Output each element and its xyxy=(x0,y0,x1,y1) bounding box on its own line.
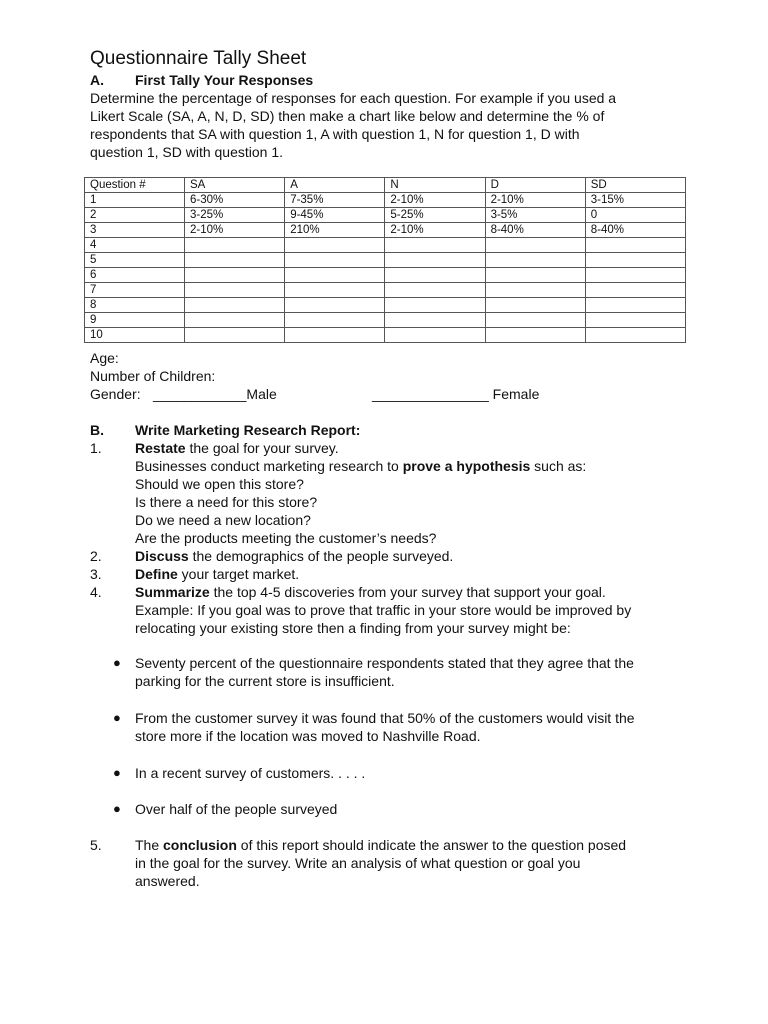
response-cell: 3-5% xyxy=(485,208,585,223)
response-cell xyxy=(185,298,285,313)
item-1-rest: the goal for your survey. xyxy=(185,440,339,456)
response-cell xyxy=(585,268,685,283)
response-cell xyxy=(485,328,585,343)
table-row xyxy=(85,328,686,343)
response-cell: 3-25% xyxy=(185,208,285,223)
response-cell xyxy=(285,313,385,328)
example-question: Do we need a new location? xyxy=(135,512,311,528)
section-a-letter: A. xyxy=(90,72,104,88)
table-row xyxy=(85,193,686,208)
item-4-rest: the top 4-5 discoveries from your survey that support your goal. xyxy=(209,584,606,600)
section-a-text-line: Determine the percentage of responses for each question. For example if you used a xyxy=(90,90,617,106)
response-cell: 2-10% xyxy=(485,193,585,208)
section-a-text-line: question 1, SD with question 1. xyxy=(90,144,284,160)
bullet-dot-icon: ● xyxy=(113,801,121,816)
table-row xyxy=(85,238,686,253)
section-b-heading: Write Marketing Research Report: xyxy=(135,422,361,438)
item-4-example-line: relocating your existing store then a finding from your survey might be: xyxy=(135,620,571,636)
table-header-cell: N xyxy=(385,178,485,193)
table-row xyxy=(85,208,686,223)
response-cell xyxy=(485,253,585,268)
table-header-cell: SA xyxy=(185,178,285,193)
response-cell xyxy=(185,328,285,343)
bullet-text-line: Seventy percent of the questionnaire respondents stated that they agree that the xyxy=(135,655,634,671)
bullet-text-line: Over half of the people surveyed xyxy=(135,801,338,817)
item-3-keyword: Define xyxy=(135,566,178,582)
response-cell xyxy=(385,238,485,253)
item-4-number: 4. xyxy=(90,584,102,600)
table-row xyxy=(85,298,686,313)
item-4-text xyxy=(135,583,606,601)
response-cell xyxy=(485,313,585,328)
item-2-rest: the demographics of the people surveyed. xyxy=(188,548,454,564)
table-header-cell: D xyxy=(485,178,585,193)
response-cell: 2-10% xyxy=(385,223,485,238)
table-row xyxy=(85,313,686,328)
response-cell xyxy=(485,268,585,283)
table-header-row xyxy=(85,178,686,193)
response-cell: 2-10% xyxy=(185,223,285,238)
response-cell xyxy=(585,283,685,298)
response-cell xyxy=(585,298,685,313)
bullet-text-line: From the customer survey it was found that 50% of the customers would visit the xyxy=(135,710,635,726)
bullet-text-line: In a recent survey of customers. . . . . xyxy=(135,765,366,781)
female-blank: _______________ Female xyxy=(372,386,540,402)
question-number-cell: 5 xyxy=(85,253,185,268)
bullet-text-line: store more if the location was moved to Nashville Road. xyxy=(135,728,481,744)
item-1-text xyxy=(135,439,339,457)
question-number-cell: 10 xyxy=(85,328,185,343)
response-cell: 9-45% xyxy=(285,208,385,223)
item-1-hypothesis-line xyxy=(135,457,586,475)
response-cell xyxy=(385,283,485,298)
item-3-number: 3. xyxy=(90,566,102,582)
table-row xyxy=(85,223,686,238)
item-3-text xyxy=(135,565,299,583)
section-b-letter: B. xyxy=(90,422,104,438)
item-3-rest: your target market. xyxy=(177,566,300,582)
question-number-cell: 2 xyxy=(85,208,185,223)
bullet-dot-icon: ● xyxy=(113,710,121,725)
item-5-number: 5. xyxy=(90,837,102,853)
response-cell: 2-10% xyxy=(385,193,485,208)
example-question: Should we open this store? xyxy=(135,476,304,492)
response-cell xyxy=(485,298,585,313)
question-number-cell: 6 xyxy=(85,268,185,283)
example-question: Are the products meeting the customer’s needs? xyxy=(135,530,437,546)
item-5-text-line: in the goal for the survey. Write an analysis of what question or goal you xyxy=(135,855,581,871)
response-cell: 8-40% xyxy=(585,223,685,238)
response-cell xyxy=(285,328,385,343)
item-1-keyword: Restate xyxy=(135,440,186,456)
question-number-cell: 3 xyxy=(85,223,185,238)
response-cell xyxy=(585,328,685,343)
section-a-text-line: Likert Scale (SA, A, N, D, SD) then make a chart like below and determine the % of xyxy=(90,108,605,124)
response-cell xyxy=(385,313,485,328)
question-number-cell: 9 xyxy=(85,313,185,328)
item-5-pre: The xyxy=(135,837,164,853)
response-cell xyxy=(185,268,285,283)
section-a-heading: First Tally Your Responses xyxy=(135,72,314,88)
response-cell xyxy=(285,253,385,268)
bullet-dot-icon: ● xyxy=(113,655,121,670)
question-number-cell: 4 xyxy=(85,238,185,253)
item-1-hypothesis-post: such as: xyxy=(530,458,587,474)
response-cell xyxy=(185,238,285,253)
age-label: Age: xyxy=(90,350,119,366)
response-cell xyxy=(585,253,685,268)
question-number-cell: 8 xyxy=(85,298,185,313)
response-cell xyxy=(385,328,485,343)
response-cell: 8-40% xyxy=(485,223,585,238)
item-4-keyword: Summarize xyxy=(135,584,210,600)
response-cell: 7-35% xyxy=(285,193,385,208)
response-cell xyxy=(585,238,685,253)
response-cell xyxy=(285,298,385,313)
item-1-hypothesis-pre: Businesses conduct marketing research to xyxy=(135,458,403,474)
bullet-text-line: parking for the current store is insufficient. xyxy=(135,673,395,689)
question-number-cell: 7 xyxy=(85,283,185,298)
response-cell: 5-25% xyxy=(385,208,485,223)
section-a-text-line: respondents that SA with question 1, A with question 1, N for question 1, D with xyxy=(90,126,580,142)
bullet-dot-icon: ● xyxy=(113,765,121,780)
page-title: Questionnaire Tally Sheet xyxy=(90,48,307,69)
response-cell xyxy=(185,283,285,298)
item-5-text-line: answered. xyxy=(135,873,200,889)
response-cell xyxy=(485,283,585,298)
response-cell xyxy=(285,238,385,253)
response-cell xyxy=(385,298,485,313)
response-cell: 3-15% xyxy=(585,193,685,208)
item-4-example-line: Example: If you goal was to prove that traffic in your store would be improved by xyxy=(135,602,632,618)
item-1-hypothesis-keyword: prove a hypothesis xyxy=(402,458,531,474)
item-5-text xyxy=(135,836,626,854)
table-row xyxy=(85,253,686,268)
item-2-number: 2. xyxy=(90,548,102,564)
male-blank: ____________Male xyxy=(153,386,277,402)
table-row xyxy=(85,268,686,283)
response-cell: 6-30% xyxy=(185,193,285,208)
response-cell xyxy=(585,313,685,328)
table-header-cell: SD xyxy=(585,178,685,193)
table-row xyxy=(85,283,686,298)
item-2-text xyxy=(135,547,453,565)
item-1-number: 1. xyxy=(90,440,102,456)
response-cell xyxy=(485,238,585,253)
item-5-keyword: conclusion xyxy=(163,837,237,853)
item-5-rest: of this report should indicate the answer to the question posed xyxy=(236,837,627,853)
response-cell xyxy=(285,268,385,283)
response-cell xyxy=(385,253,485,268)
gender-label: Gender: xyxy=(90,386,141,402)
question-number-cell: 1 xyxy=(85,193,185,208)
table-header-cell: A xyxy=(285,178,385,193)
table-header-cell: Question # xyxy=(85,178,185,193)
children-label: Number of Children: xyxy=(90,368,216,384)
example-question: Is there a need for this store? xyxy=(135,494,318,510)
response-cell: 0 xyxy=(585,208,685,223)
response-cell: 210% xyxy=(285,223,385,238)
response-cell xyxy=(285,283,385,298)
item-2-keyword: Discuss xyxy=(135,548,189,564)
response-cell xyxy=(185,313,285,328)
response-cell xyxy=(185,253,285,268)
tally-table xyxy=(84,177,686,343)
response-cell xyxy=(385,268,485,283)
